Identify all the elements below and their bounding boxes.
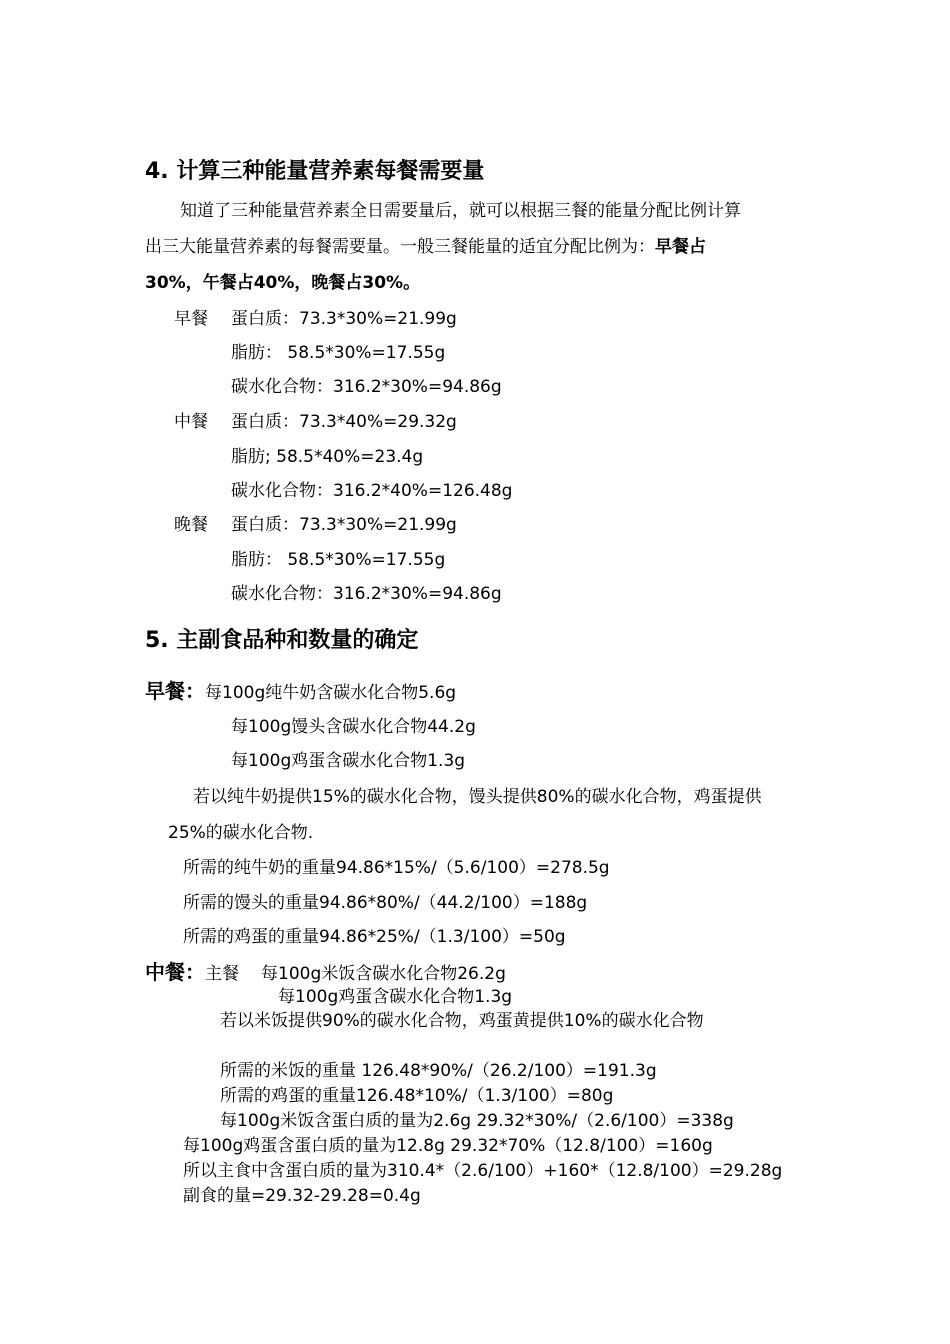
meal-label-dinner: 晚餐: [174, 515, 208, 535]
s5-lunch-label: 中餐：: [145, 960, 205, 984]
breakfast-fat: 脂肪： 58.5*30%=17.55g: [231, 343, 446, 363]
s5-breakfast-calc1: 所需的纯牛奶的重量94.86*15%/（5.6/100）=278.5g: [183, 858, 610, 878]
dinner-fat: 脂肪： 58.5*30%=17.55g: [231, 550, 446, 570]
meal-label-breakfast: 早餐: [174, 309, 208, 329]
s5-lunch-sub-label: 主餐: [205, 964, 239, 984]
s5-lunch-line2: 每100g鸡蛋含碳水化合物1.3g: [278, 987, 513, 1007]
section4-para-line2-normal: 出三大能量营养素的每餐需要量。一般三餐能量的适宜分配比例为：: [145, 237, 655, 257]
meal-label-lunch: 中餐: [174, 412, 208, 432]
section4-para-line2-bold: 早餐占: [655, 237, 706, 257]
section5-heading: 5. 主副食品种和数量的确定: [145, 628, 419, 653]
s5-lunch-calc5: 所以主食中含蛋白质的量为310.4*（2.6/100）+160*（12.8/100）=29.28g: [183, 1161, 783, 1181]
lunch-fat: 脂肪; 58.5*40%=23.4g: [231, 447, 424, 467]
lunch-protein: 蛋白质：73.3*40%=29.32g: [231, 412, 457, 432]
dinner-protein: 蛋白质：73.3*30%=21.99g: [231, 515, 457, 535]
s5-lunch-calc2: 所需的鸡蛋的重量126.48*10%/（1.3/100）=80g: [220, 1086, 614, 1106]
section4-para-line1: 知道了三种能量营养素全日需要量后，就可以根据三餐的能量分配比例计算: [180, 201, 741, 221]
s5-breakfast-line3: 每100g鸡蛋含碳水化合物1.3g: [231, 751, 466, 771]
s5-breakfast-calc2: 所需的馒头的重量94.86*80%/（44.2/100）=188g: [183, 893, 588, 913]
s5-breakfast-calc3: 所需的鸡蛋的重量94.86*25%/（1.3/100）=50g: [183, 927, 566, 947]
s5-lunch-calc6: 副食的量=29.32-29.28=0.4g: [183, 1186, 421, 1206]
s5-breakfast-para1: 若以纯牛奶提供15%的碳水化合物，馒头提供80%的碳水化合物，鸡蛋提供: [193, 787, 762, 807]
lunch-carb: 碳水化合物：316.2*40%=126.48g: [231, 481, 513, 501]
section4-ratio-line: 30%，午餐占40%，晚餐占30%。: [145, 273, 421, 293]
s5-lunch-line1: 每100g米饭含碳水化合物26.2g: [261, 964, 506, 984]
breakfast-protein: 蛋白质：73.3*30%=21.99g: [231, 309, 457, 329]
s5-breakfast-line2: 每100g馒头含碳水化合物44.2g: [231, 717, 476, 737]
s5-lunch-para: 若以米饭提供90%的碳水化合物，鸡蛋黄提供10%的碳水化合物: [220, 1011, 704, 1031]
s5-breakfast-row1: [145, 680, 456, 704]
s5-breakfast-line1: 每100g纯牛奶含碳水化合物5.6g: [205, 683, 457, 703]
s5-lunch-calc4: 每100g鸡蛋含蛋白质的量为12.8g 29.32*70%（12.8/100）=160g: [183, 1136, 713, 1156]
s5-lunch-row1: [145, 961, 506, 985]
section4-para-line2: [145, 236, 706, 258]
dinner-carb: 碳水化合物：316.2*30%=94.86g: [231, 584, 502, 604]
s5-lunch-calc1: 所需的米饭的重量 126.48*90%/（26.2/100）=191.3g: [220, 1061, 657, 1081]
section4-heading: 4. 计算三种能量营养素每餐需要量: [145, 159, 485, 184]
breakfast-carb: 碳水化合物：316.2*30%=94.86g: [231, 377, 502, 397]
s5-breakfast-label: 早餐：: [145, 679, 205, 703]
s5-breakfast-para2: 25%的碳水化合物.: [168, 823, 314, 843]
s5-lunch-calc3: 每100g米饭含蛋白质的量为2.6g 29.32*30%/（2.6/100）=338g: [220, 1111, 734, 1131]
